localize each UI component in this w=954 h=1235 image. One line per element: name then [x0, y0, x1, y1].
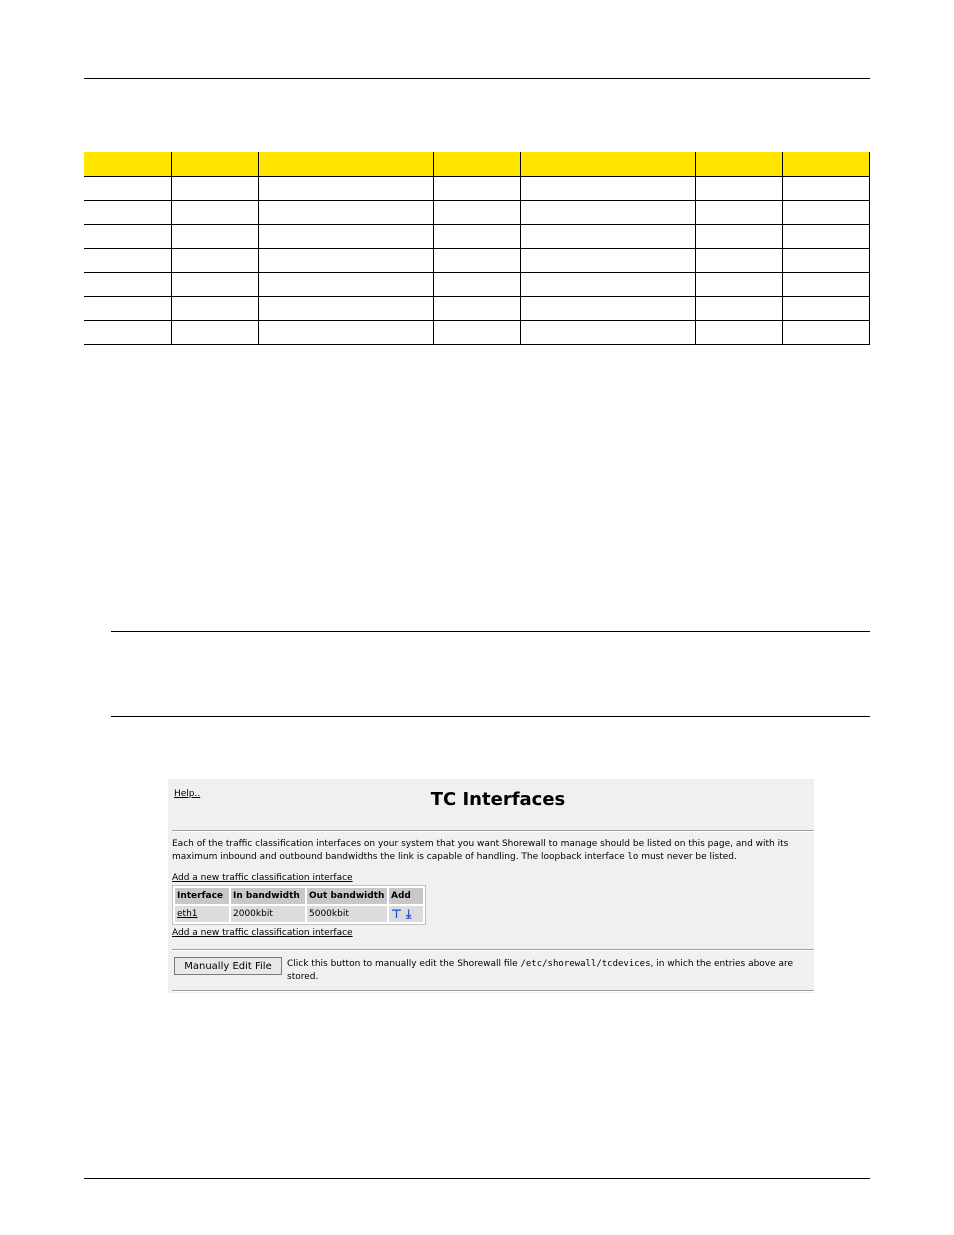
arrow-up-icon[interactable]: ⊤: [391, 906, 402, 921]
footer-rule: [84, 1178, 870, 1179]
table-cell: [258, 249, 433, 273]
table-cell: [258, 177, 433, 201]
table-cell: [433, 321, 520, 345]
table-row: [84, 321, 870, 345]
table-cell: [782, 321, 869, 345]
table-cell: [520, 177, 695, 201]
table-cell: [258, 273, 433, 297]
table-cell: [433, 225, 520, 249]
interfaces-table: [172, 885, 426, 925]
add-interface-link-top[interactable]: Add a new traffic classification interface: [172, 873, 353, 883]
table-cell: [171, 273, 258, 297]
table-cell: [520, 273, 695, 297]
table-cell: [782, 201, 869, 225]
table-cell: [171, 249, 258, 273]
table-cell: [84, 273, 171, 297]
add-cell: [389, 906, 423, 922]
divider: [172, 830, 814, 832]
note-rule-top: [111, 631, 870, 632]
table-cell: [520, 297, 695, 321]
page-description: [172, 838, 814, 863]
table-cell: [433, 273, 520, 297]
table-header-cell: [258, 152, 433, 177]
table-cell: [695, 321, 782, 345]
table-cell: [171, 225, 258, 249]
table-header-cell: [782, 152, 869, 177]
edit-description-text: Click this button to manually edit the Shorewall file: [287, 959, 521, 969]
edit-description-text-end: , in which the entries above are stored.: [287, 959, 794, 982]
table-cell: [258, 297, 433, 321]
table-header-cell: [171, 152, 258, 177]
help-link[interactable]: Help..: [174, 789, 201, 799]
table-cell: [84, 177, 171, 201]
edit-description: [287, 958, 814, 983]
table-row: [84, 201, 870, 225]
document-table-header-row: [84, 152, 870, 177]
table-cell: [171, 297, 258, 321]
table-cell: [171, 201, 258, 225]
table-cell: [433, 177, 520, 201]
table-cell: [695, 225, 782, 249]
table-cell: [782, 225, 869, 249]
in-bandwidth-cell: 2000kbit: [231, 906, 305, 922]
arrow-down-icon[interactable]: ⤓: [405, 906, 412, 921]
table-cell: [84, 321, 171, 345]
table-cell: [695, 201, 782, 225]
table-header-cell: [520, 152, 695, 177]
table-cell: [782, 273, 869, 297]
table-cell: [782, 249, 869, 273]
table-header-cell: [433, 152, 520, 177]
manually-edit-file-button[interactable]: Manually Edit File: [174, 957, 282, 975]
add-interface-link-bottom[interactable]: Add a new traffic classification interface: [172, 928, 353, 938]
table-cell: [782, 297, 869, 321]
page-title: TC Interfaces: [430, 789, 566, 810]
divider: [172, 949, 814, 951]
column-header-in-bandwidth: In bandwidth: [231, 888, 305, 904]
table-cell: [520, 249, 695, 273]
table-cell: [433, 249, 520, 273]
table-row: [175, 906, 423, 922]
table-cell: [433, 201, 520, 225]
table-row: [84, 297, 870, 321]
table-cell: [84, 201, 171, 225]
table-header-row: [175, 888, 423, 904]
table-cell: [695, 297, 782, 321]
table-cell: [258, 321, 433, 345]
table-cell: [171, 177, 258, 201]
table-cell: [258, 225, 433, 249]
table-cell: [258, 201, 433, 225]
table-row: [84, 177, 870, 201]
table-cell: [782, 177, 869, 201]
table-cell: [84, 225, 171, 249]
loopback-code: lo: [627, 851, 639, 862]
table-cell: [695, 177, 782, 201]
out-bandwidth-cell: 5000kbit: [307, 906, 387, 922]
table-cell: [695, 273, 782, 297]
column-header-out-bandwidth: Out bandwidth: [307, 888, 387, 904]
interface-link[interactable]: eth1: [177, 909, 198, 919]
interface-cell: [175, 906, 229, 922]
table-cell: [695, 249, 782, 273]
column-header-add: Add: [389, 888, 423, 904]
description-text: Each of the traffic classification interfaces on your system that you want Shorewall to manage should be listed on this page, and with its maximum inbound and outbound bandwidths the link is capable of handling. The loopback interface: [172, 839, 789, 862]
table-cell: [84, 249, 171, 273]
description-text-end: must never be listed.: [638, 851, 737, 862]
table-cell: [520, 321, 695, 345]
header-rule: [84, 78, 870, 79]
table-cell: [84, 297, 171, 321]
table-header-cell: [695, 152, 782, 177]
table-cell: [433, 297, 520, 321]
tc-interfaces-screenshot: [168, 779, 814, 993]
table-cell: [520, 225, 695, 249]
tcdevices-path: /etc/shorewall/tcdevices: [520, 959, 651, 969]
table-header-cell: [84, 152, 171, 177]
table-cell: [520, 201, 695, 225]
divider: [172, 990, 814, 992]
table-row: [84, 225, 870, 249]
document-table: [84, 152, 870, 345]
column-header-interface: Interface: [175, 888, 229, 904]
table-cell: [171, 321, 258, 345]
table-row: [84, 249, 870, 273]
note-rule-bottom: [111, 716, 870, 717]
table-row: [84, 273, 870, 297]
